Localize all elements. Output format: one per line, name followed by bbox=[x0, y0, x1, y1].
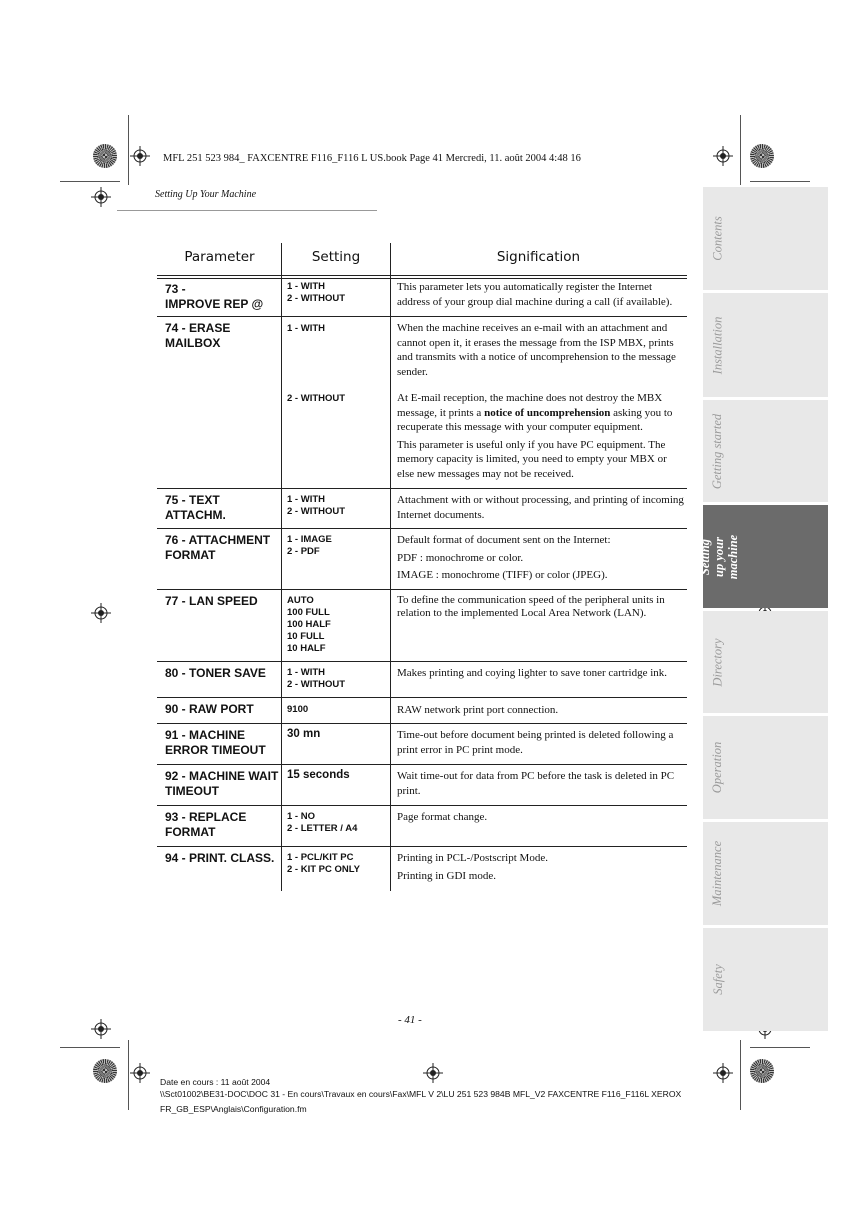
column-header-parameter: Parameter bbox=[184, 249, 255, 265]
signification-text bbox=[397, 321, 685, 382]
crop-line bbox=[128, 1040, 129, 1110]
signification-text bbox=[397, 280, 685, 312]
signification-text bbox=[397, 728, 685, 760]
running-head-rule bbox=[117, 210, 377, 211]
crop-line bbox=[750, 181, 810, 182]
setting-values: 1 - WITH 2 - WITHOUT bbox=[287, 494, 346, 517]
signification-line: At E-mail reception, the machine does not destroy the MBX message, it prints a notice of uncomprehension asking you to recuperate this message with your computer equipment. bbox=[397, 392, 673, 434]
crosshair-mark bbox=[130, 146, 150, 166]
signification-line: Default format of document sent on the Internet: bbox=[397, 534, 611, 546]
parameter-name: 91 - MACHINE ERROR TIMEOUT bbox=[165, 728, 266, 757]
footer-date: Date en cours : 11 août 2004 bbox=[160, 1077, 271, 1087]
tab-label: Installation bbox=[710, 316, 725, 374]
setting-values: 1 - WITH 2 - WITHOUT bbox=[287, 667, 346, 690]
tab-getting-started[interactable] bbox=[703, 400, 828, 502]
crosshair-mark bbox=[713, 1063, 733, 1083]
parameter-table bbox=[157, 243, 687, 882]
parameter-name: 76 - ATTACHMENT FORMAT bbox=[165, 533, 271, 562]
signification-text bbox=[397, 594, 685, 623]
tab-safety[interactable] bbox=[703, 928, 828, 1031]
table-row bbox=[157, 278, 687, 316]
signification-text bbox=[397, 703, 685, 721]
parameter-name: 77 - LAN SPEED bbox=[165, 594, 258, 608]
setting-values: 30 mn bbox=[287, 728, 321, 740]
signification-line: PDF : monochrome or color. bbox=[397, 551, 524, 564]
table-row bbox=[157, 528, 687, 590]
tab-label: Operation bbox=[710, 741, 725, 794]
signification-line: Page format change. bbox=[397, 811, 488, 823]
signification-line: When the machine receives an e-mail with an attachment and cannot open it, it erases the message from the ISP MBX, prints and transmits with a notice of uncomprehension to the message sender. bbox=[397, 322, 676, 378]
crop-line bbox=[740, 1040, 741, 1110]
setting-values: 9100 bbox=[287, 704, 309, 715]
setting-values: 1 - WITH bbox=[287, 323, 325, 334]
crosshair-mark bbox=[91, 187, 111, 207]
parameter-name: 74 - ERASE MAILBOX bbox=[165, 321, 231, 350]
tab-label: Safety bbox=[710, 964, 725, 995]
tab-setting-up-your-machine[interactable] bbox=[698, 505, 828, 608]
signification-text bbox=[397, 666, 685, 684]
footer-file: FR_GB_ESP\Anglais\Configuration.fm bbox=[160, 1104, 307, 1114]
column-header-setting: Setting bbox=[311, 249, 361, 265]
signification-line: Wait time-out for data from PC before the task is deleted in PC print. bbox=[397, 770, 675, 797]
parameter-name: 93 - REPLACE FORMAT bbox=[165, 810, 247, 839]
signification-line: RAW network print port connection. bbox=[397, 704, 559, 716]
tab-directory[interactable] bbox=[703, 611, 828, 713]
crosshair-mark bbox=[130, 1063, 150, 1083]
signification-line: IMAGE : monochrome (TIFF) or color (JPEG). bbox=[397, 569, 608, 582]
crop-line bbox=[60, 1047, 120, 1048]
parameter-name: 80 - TONER SAVE bbox=[165, 666, 266, 680]
print-rosette-mark bbox=[750, 144, 774, 168]
parameter-name: 94 - PRINT. CLASS. bbox=[165, 851, 275, 865]
signification-line: Attachment with or without processing, and printing of incoming Internet documents. bbox=[397, 494, 684, 521]
parameter-name: 75 - TEXT ATTACHM. bbox=[165, 493, 226, 522]
crop-line bbox=[60, 181, 120, 182]
tab-contents[interactable] bbox=[703, 187, 828, 290]
tab-operation[interactable] bbox=[703, 716, 828, 819]
tab-label: Contents bbox=[710, 216, 725, 261]
table-row bbox=[157, 846, 687, 892]
table-row bbox=[157, 723, 687, 765]
table-row bbox=[157, 661, 687, 698]
tab-label: Setting up your machine bbox=[698, 534, 741, 579]
tab-installation[interactable] bbox=[703, 293, 828, 397]
setting-values: 1 - NO 2 - LETTER / A4 bbox=[287, 811, 358, 834]
column-header-signification: Signification bbox=[496, 249, 581, 265]
parameter-name: 90 - RAW PORT bbox=[165, 702, 254, 716]
signification-text bbox=[397, 851, 685, 886]
signification-text bbox=[397, 769, 685, 801]
signification-text bbox=[397, 533, 685, 586]
table-header bbox=[157, 243, 687, 275]
signification-line: Time-out before document being printed is deleted following a print error in PC print mode. bbox=[397, 729, 674, 756]
running-head: Setting Up Your Machine bbox=[155, 189, 257, 200]
tab-label: Directory bbox=[710, 637, 725, 687]
table-row bbox=[157, 805, 687, 847]
crop-line bbox=[750, 1047, 810, 1048]
parameter-name: 92 - MACHINE WAIT TIMEOUT bbox=[165, 769, 279, 798]
footer-path: \\Sct01002\BE31-DOC\DOC 31 - En cours\Travaux en cours\Fax\MFL V 2\LU 251 523 984B MFL_V2 FAXCENTRE F116_F116L XEROX bbox=[160, 1089, 682, 1099]
signification-line: This parameter is useful only if you have PC equipment. The memory capacity is limited, you need to empty your MBX or else new messages may not be received. bbox=[397, 438, 667, 480]
crop-line bbox=[740, 115, 741, 185]
table-row bbox=[157, 589, 687, 662]
setting-values: AUTO 100 FULL 100 HALF 10 FULL 10 HALF bbox=[287, 595, 331, 654]
signification-line: Makes printing and coying lighter to save toner cartridge ink. bbox=[397, 667, 668, 679]
crop-line bbox=[128, 115, 129, 185]
signification-text bbox=[397, 493, 685, 525]
signification-line: To define the communication speed of the peripheral units in relation to the implemented Local Area Network (LAN). bbox=[397, 594, 665, 619]
crosshair-mark bbox=[713, 146, 733, 166]
print-rosette-mark bbox=[93, 144, 117, 168]
tab-label: Getting started bbox=[710, 413, 725, 489]
signification-line: This parameter lets you automatically register the Internet address of your group dial machine during a call (if available). bbox=[397, 281, 673, 308]
setting-values: 1 - WITH 2 - WITHOUT bbox=[287, 281, 346, 304]
table-row bbox=[157, 316, 687, 489]
print-rosette-mark bbox=[93, 1059, 117, 1083]
tab-label: Maintenance bbox=[710, 840, 725, 907]
emphasis-text: notice of uncomprehension bbox=[484, 406, 611, 419]
crosshair-mark bbox=[91, 603, 111, 623]
table-row bbox=[157, 488, 687, 529]
setting-values: 1 - IMAGE 2 - PDF bbox=[287, 534, 332, 557]
table-row bbox=[157, 764, 687, 806]
signification-line: Printing in PCL-/Postscript Mode. bbox=[397, 852, 548, 864]
setting-values: 15 seconds bbox=[287, 769, 350, 781]
book-info-line: MFL 251 523 984_ FAXCENTRE F116_F116 L US.book Page 41 Mercredi, 11. août 2004 4:48 16 bbox=[163, 153, 581, 164]
print-rosette-mark bbox=[750, 1059, 774, 1083]
signification-line: Printing in GDI mode. bbox=[397, 869, 496, 882]
signification-text bbox=[397, 810, 685, 828]
parameter-name: 73 - IMPROVE REP @ bbox=[165, 282, 264, 311]
table-row bbox=[157, 697, 687, 724]
tab-maintenance[interactable] bbox=[703, 822, 828, 925]
crosshair-mark bbox=[91, 1019, 111, 1039]
setting-values: 1 - PCL/KIT PC 2 - KIT PC ONLY bbox=[287, 852, 361, 875]
setting-values: 2 - WITHOUT bbox=[287, 393, 346, 404]
signification-text bbox=[397, 391, 685, 485]
page-number: - 41 - bbox=[398, 1014, 422, 1026]
header-rule bbox=[157, 275, 687, 276]
crosshair-mark bbox=[423, 1063, 443, 1083]
